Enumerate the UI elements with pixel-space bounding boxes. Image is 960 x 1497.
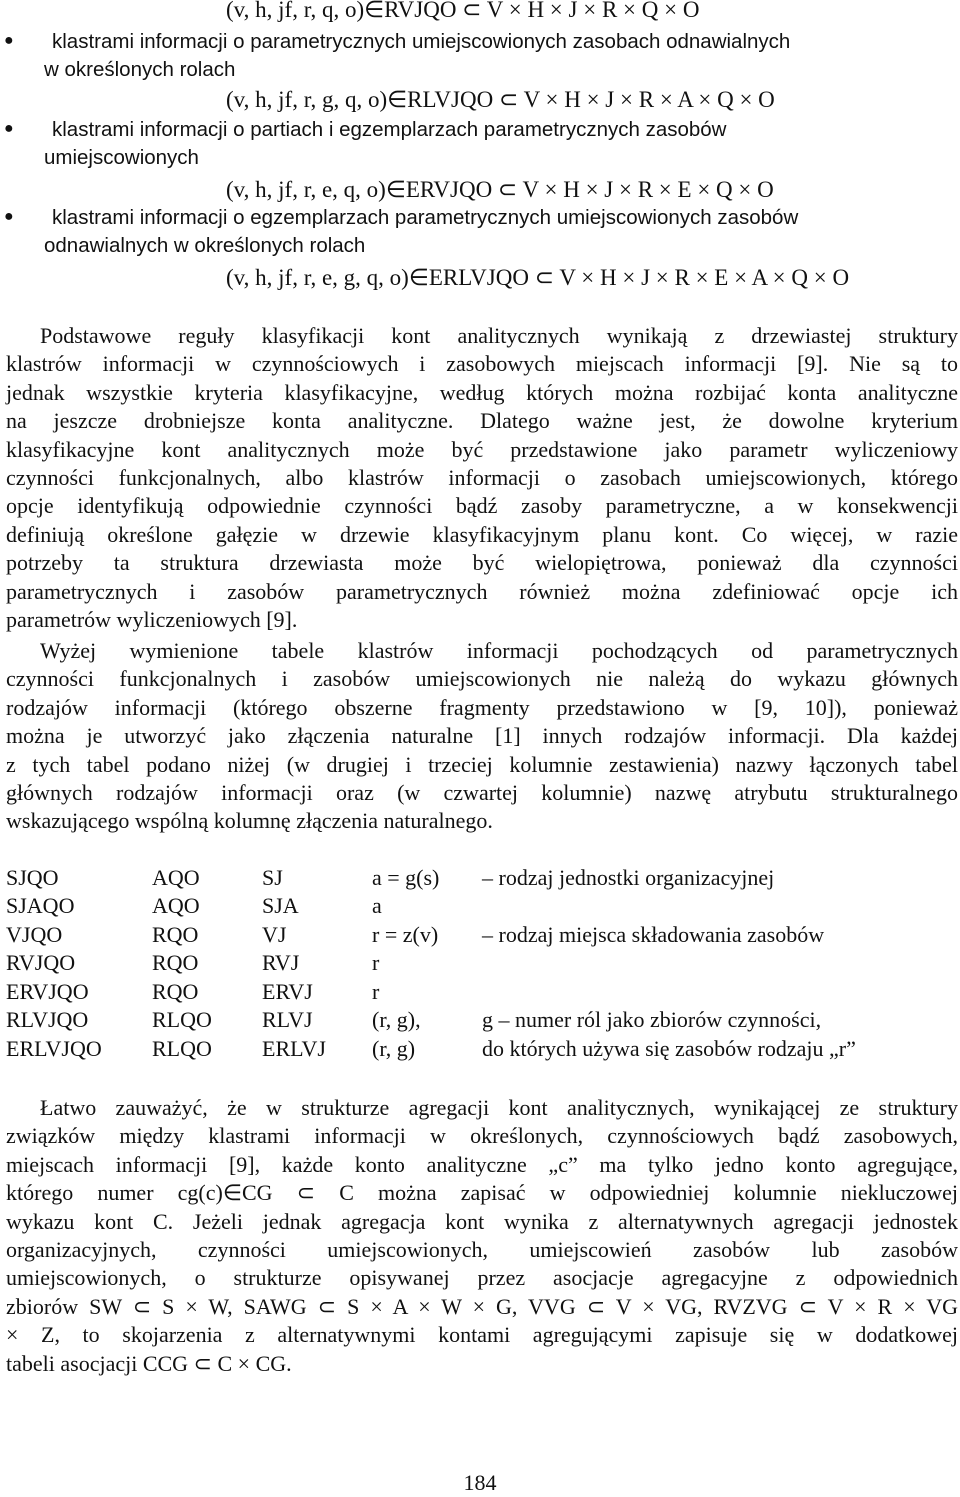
paragraph-line: Wyżej wymienione tabele klastrów informacji pochodzących od parametrycznych xyxy=(40,638,958,663)
formula-erlvjqo: (v, h, jf, r, e, g, q, o)∈ERLVJQO ⊂ V × H × J × R × E × A × Q × O xyxy=(226,265,850,290)
paragraph-line: z tych tabel podano niżej (w drugiej i trzeciej kolumnie zestawienia) nazwy łączonych tabel xyxy=(6,751,958,777)
page-number: 184 xyxy=(463,1470,497,1495)
paragraph-line: umiejscowionych, o strukturze opisywanej przez asocjacje agregacyjne z odpowiednich xyxy=(6,1265,958,1291)
paragraph-line: × Z, to skojarzenia z alternatywnymi kontami agregującymi zapisuje się w dodatkowej xyxy=(6,1322,958,1348)
paragraph-line: parametrów wyliczeniowych [9]. xyxy=(6,606,298,632)
table-cell: ERVJ xyxy=(262,979,313,1004)
paragraph-line: można je utworzyć jako złączenia naturalne [1] innych rodzajów informacji. Dla każdej xyxy=(6,723,958,749)
formula-rlvjqo: (v, h, jf, r, g, q, o)∈RLVJQO ⊂ V × H × J × R × A × Q × O xyxy=(226,87,775,112)
table-cell: a = g(s) xyxy=(372,865,440,890)
formula-rvjqo: (v, h, jf, r, q, o)∈RVJQO ⊂ V × H × J × R × Q × O xyxy=(226,0,700,22)
formula-ervjqo: (v, h, jf, r, e, q, o)∈ERVJQO ⊂ V × H × J × R × E × Q × O xyxy=(226,177,774,202)
table-cell: SJ xyxy=(262,865,283,890)
table-cell: ERLVJQO xyxy=(6,1036,102,1061)
bullet-2-line-1: klastrami informacji o partiach i egzemplarzach parametrycznych zasobów xyxy=(52,118,727,141)
bullet-3-line-2: odnawialnych w określonych rolach xyxy=(44,234,366,257)
table-cell: – rodzaj miejsca składowania zasobów xyxy=(482,922,825,947)
table-cell: r xyxy=(372,950,380,975)
paragraph-line: definiują określone gałęzie w drzewie klasyfikacyjnym planu kont. Co więcej, w razie xyxy=(6,521,958,547)
paragraph-line: Podstawowe reguły klasyfikacji kont analitycznych wynikają z drzewiastej struktury xyxy=(40,323,958,348)
table-cell: RQO xyxy=(152,979,199,1004)
paragraph-line: głównych rodzajów informacji oraz (w czwartej kolumnie) nazwę atrybutu strukturalnego xyxy=(6,779,958,805)
table-cell: RLQO xyxy=(152,1036,212,1061)
paragraph-line: klasyfikacyjne kont analitycznych może być przedstawione jako parametr wyliczeniowy xyxy=(6,436,958,462)
bullet-1-line-2: w określonych rolach xyxy=(44,58,236,81)
paragraph-line: jednak wszystkie kryteria klasyfikacyjne, według których można rozbijać konta analityczne xyxy=(6,379,958,405)
paragraph-line: potrzeby ta struktura drzewiasta może być wielopiętrowa, ponieważ dla czynności xyxy=(6,550,958,576)
bullet-icon: ● xyxy=(4,120,14,137)
paragraph-line: organizacyjnych, czynności umiejscowionych, umiejscowień zasobów lub zasobów xyxy=(6,1236,958,1262)
table-cell: AQO xyxy=(152,865,200,890)
paragraph-line: czynności funkcjonalnych, albo klastrów informacji o zasobach umiejscowionych, którego xyxy=(6,464,958,490)
table-cell: a xyxy=(372,893,382,918)
table-cell: r xyxy=(372,979,380,1004)
table-cell: SJAQO xyxy=(6,893,75,918)
table-cell: g – numer ról jako zbiorów czynności, xyxy=(482,1007,822,1032)
paragraph-3 xyxy=(6,1094,958,1378)
paragraph-line: wskazującego wspólną kolumnę złączenia naturalnego. xyxy=(6,808,493,834)
table-cell: RLVJQO xyxy=(6,1007,89,1032)
table-cell: r = z(v) xyxy=(372,922,439,947)
paragraph-line: miejscach informacji [9], każde konto analityczne „c” ma tylko jedno konto agregujące, xyxy=(6,1151,958,1177)
table-cell: AQO xyxy=(152,893,200,918)
bullet-2-line-2: umiejscowionych xyxy=(44,146,199,169)
paragraph-line: rodzajów informacji (którego obszerne fragmenty przedstawiono w [9, 10]), ponieważ xyxy=(6,694,958,720)
table-cell: VJQO xyxy=(6,922,63,947)
paragraph-line: tabeli asocjacji CCG ⊂ C × CG. xyxy=(6,1350,292,1376)
table-cell: SJQO xyxy=(6,865,59,890)
table-cell: RLQO xyxy=(152,1007,212,1032)
table-cell: RLVJ xyxy=(262,1007,313,1032)
paragraph-line: na jeszcze drobniejsze konta analityczne. Dlatego ważne jest, że dowolne kryterium xyxy=(6,408,958,434)
paragraph-2 xyxy=(6,637,958,836)
table-cell: RVJQO xyxy=(6,950,76,975)
paragraph-line: klastrów informacji w czynnościowych i zasobowych miejscach informacji [9]. Nie są to xyxy=(6,351,958,377)
paragraph-line: którego numer cg(c)∈CG ⊂ C można zapisać w odpowiedniej kolumnie niekluczowej xyxy=(6,1180,958,1206)
table-cell: – rodzaj jednostki organizacyjnej xyxy=(482,865,775,890)
table-cell: ERVJQO xyxy=(6,979,89,1004)
paragraph-line: Łatwo zauważyć, że w strukturze agregacji kont analitycznych, wynikającej ze struktury xyxy=(40,1095,958,1120)
table-cell: VJ xyxy=(262,922,287,947)
paragraph-1 xyxy=(6,322,958,634)
table-cell: SJA xyxy=(262,893,299,918)
table-cell: (r, g), xyxy=(372,1007,421,1032)
paragraph-line: parametrycznych i zasobów parametrycznych również można zdefiniować opcje ich xyxy=(6,578,958,604)
paragraph-line: czynności funkcjonalnych i zasobów umiejscowionych nie należą do wykazu głównych xyxy=(6,666,958,692)
table-cell: RQO xyxy=(152,950,199,975)
bullet-icon: ● xyxy=(4,208,14,225)
table-cell: ERLVJ xyxy=(262,1036,326,1061)
table-cell: RQO xyxy=(152,922,199,947)
paragraph-line: związków między klastrami informacji w określonych, czynnościowych bądź zasobowych, xyxy=(6,1123,958,1149)
paragraph-line: opcje identyfikują odpowiednie czynności bądź zasoby parametryczne, a w konsekwencji xyxy=(6,493,958,519)
table-cell: RVJ xyxy=(262,950,300,975)
paragraph-line: zbiorów SW ⊂ S × W, SAWG ⊂ S × A × W × G, VVG ⊂ V × VG, RVZVG ⊂ V × R × VG xyxy=(6,1293,958,1319)
bullet-1-line-1: klastrami informacji o parametrycznych umiejscowionych zasobach odnawialnych xyxy=(52,30,791,53)
paragraph-line: wykazu kont C. Jeżeli jednak agregacja kont wynika z alternatywnych agregacji jednostek xyxy=(6,1208,958,1234)
table-cell: (r, g) xyxy=(372,1036,416,1061)
table-cell: do których używa się zasobów rodzaju „r” xyxy=(482,1036,856,1061)
bullet-3-line-1: klastrami informacji o egzemplarzach parametrycznych umiejscowionych zasobów xyxy=(52,206,799,229)
bullet-icon: ● xyxy=(4,32,14,49)
